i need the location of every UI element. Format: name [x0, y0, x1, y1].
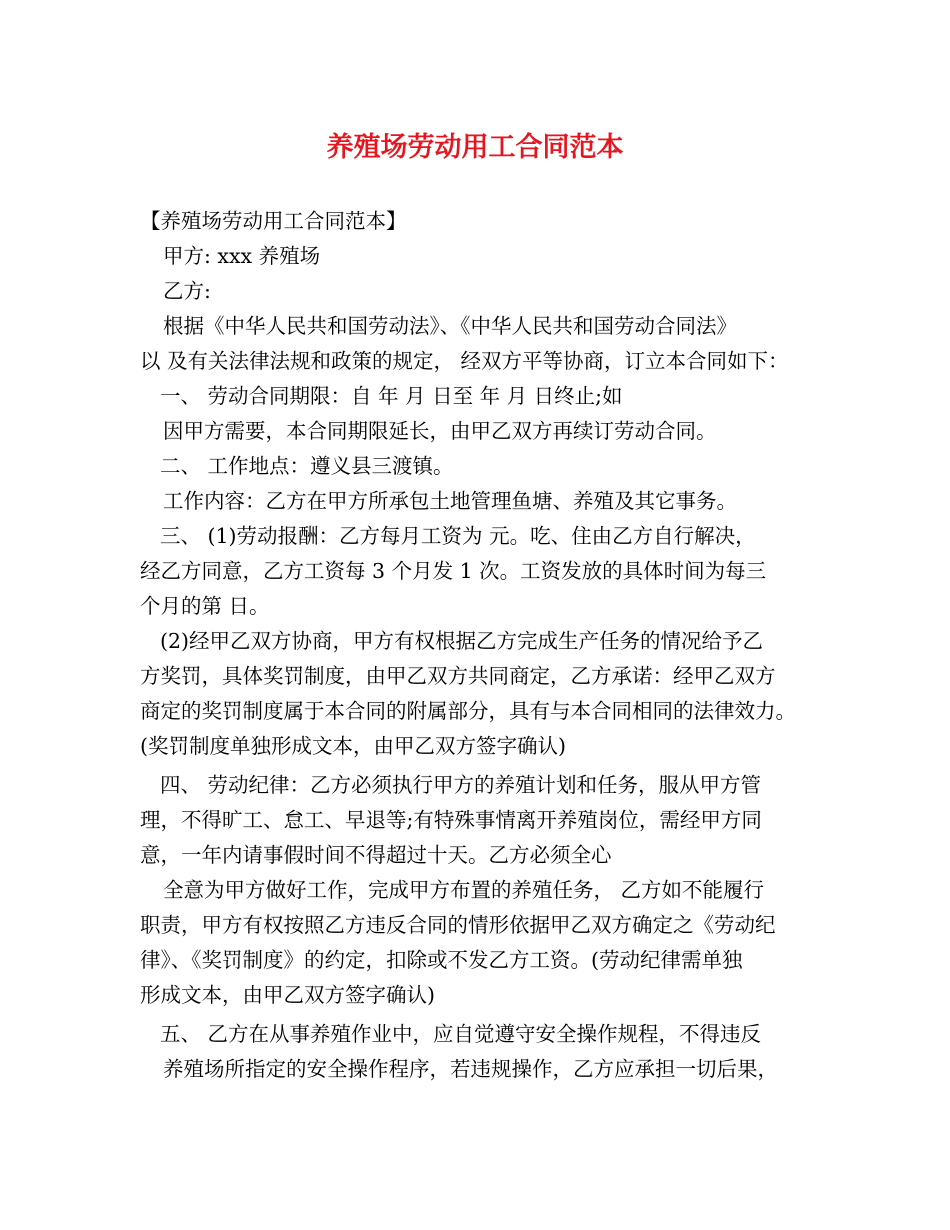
text-line: 以 及有关法律法规和政策的规定， 经双方平等协商，订立本合同如下：	[140, 349, 789, 373]
text-line: 养殖场所指定的安全操作程序，若违规操作，乙方应承担一切后果，	[163, 1057, 778, 1081]
text-line: 职责，甲方有权按照乙方违反合同的情形依据甲乙双方确定之《劳动纪	[140, 913, 776, 937]
text-line-clause-3: 三、 (1)劳动报酬：乙方每月工资为 元。吃、住由乙方自行解决，	[160, 524, 756, 548]
text-line: (奖罚制度单独形成文本，由甲乙双方签字确认)	[140, 734, 566, 758]
text-line-party-a: 甲方: xxx 养殖场	[163, 244, 321, 268]
document-title: 养殖场劳动用工合同范本	[326, 132, 624, 163]
text-line: (2)经甲乙双方协商，甲方有权根据乙方完成生产任务的情况给予乙	[160, 629, 764, 653]
text-line: 因甲方需要，本合同期限延长，由甲乙双方再续订劳动合同。	[163, 419, 717, 443]
text-line: 意，一年内请事假时间不得超过十天。乙方必须全心	[140, 843, 612, 867]
text-line-heading: 【养殖场劳动用工合同范本】	[140, 209, 407, 233]
text-line: 全意为甲方做好工作，完成甲方布置的养殖任务， 乙方如不能履行	[163, 878, 765, 902]
text-line: 方奖罚，具体奖罚制度，由甲乙双方共同商定，乙方承诺：经甲乙双方	[140, 664, 776, 688]
text-line: 商定的奖罚制度属于本合同的附属部分，具有与本合同相同的法律效力。	[140, 699, 796, 723]
text-line-clause-4: 四、 劳动纪律：乙方必须执行甲方的养殖计划和任务，服从甲方管	[160, 773, 762, 797]
text-line: 理，不得旷工、怠工、早退等;有特殊事情离开养殖岗位，需经甲方同	[140, 808, 762, 832]
text-line: 经乙方同意，乙方工资每 3 个月发 1 次。工资发放的具体时间为每三	[140, 559, 767, 583]
text-line-clause-5: 五、 乙方在从事养殖作业中，应自觉遵守安全操作规程，不得违反	[160, 1022, 762, 1046]
text-line: 根据《中华人民共和国劳动法》、《中华人民共和国劳动合同法》	[163, 314, 737, 338]
text-line-clause-1: 一、 劳动合同期限：自 年 月 日至 年 月 日终止;如	[160, 384, 623, 408]
text-line-party-b: 乙方:	[163, 279, 211, 303]
text-line: 个月的第 日。	[140, 594, 270, 618]
text-line: 工作内容：乙方在甲方所承包土地管理鱼塘、养殖及其它事务。	[163, 489, 737, 513]
text-line-clause-2: 二、 工作地点：遵义县三渡镇。	[160, 454, 454, 478]
text-line: 律》、《奖罚制度》的约定，扣除或不发乙方工资。(劳动纪律需单独	[140, 948, 743, 972]
text-line: 形成文本，由甲乙双方签字确认)	[140, 983, 435, 1007]
